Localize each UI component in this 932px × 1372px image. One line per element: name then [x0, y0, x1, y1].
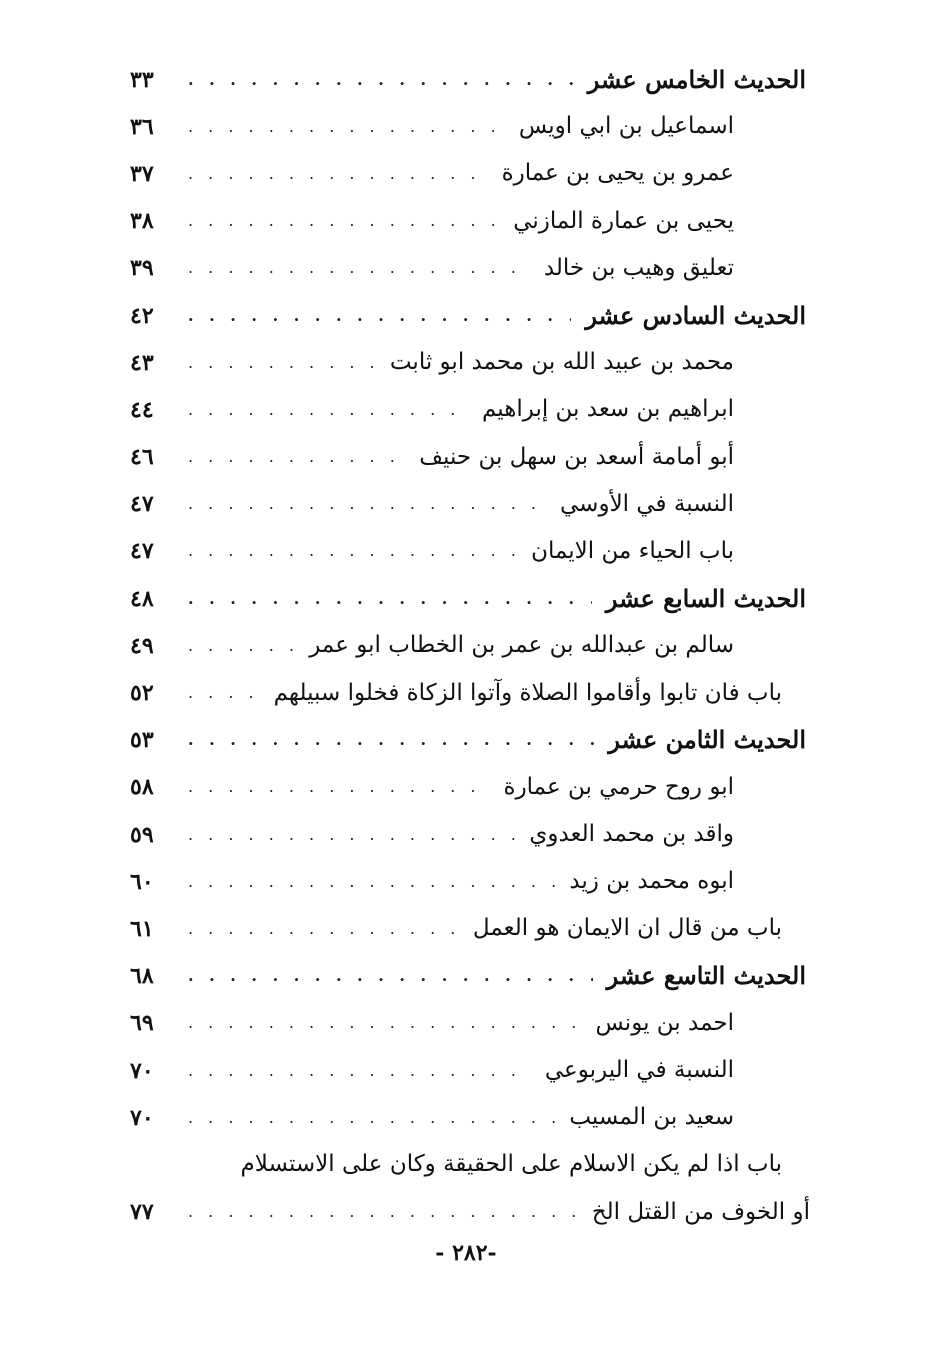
toc-entry-title: واقد بن محمد العدوي	[529, 821, 734, 848]
toc-entry-title: سعيد بن المسيب	[569, 1104, 734, 1131]
dot-leader	[188, 213, 499, 229]
toc-page-number: ٧٠	[130, 1104, 154, 1131]
toc-entry-title: الحديث التاسع عشر	[606, 961, 806, 991]
toc-entry-title: الحديث السادس عشر	[585, 300, 806, 330]
dot-leader	[188, 166, 488, 182]
toc-entry-row	[130, 811, 810, 858]
toc-entry-title: أبو أمامة أسعد بن سهل بن حنيف	[419, 443, 734, 470]
toc-page-number: ٦٩	[130, 1010, 154, 1037]
toc-entry-row	[130, 150, 810, 197]
toc-page-number: ٤٧	[130, 538, 154, 565]
toc-page-number: ٤٨	[130, 585, 154, 612]
toc-heading-row	[130, 717, 810, 764]
toc-entry-title: ابراهيم بن سعد بن إبراهيم	[481, 396, 734, 423]
toc-page-number: ٣٦	[130, 113, 154, 140]
toc-page-number: ٧٧	[130, 1199, 154, 1226]
dot-leader	[188, 496, 546, 512]
toc-entry-row	[130, 481, 810, 528]
toc-page-number: ٣٣	[130, 66, 154, 93]
toc-page-number: ٦١	[130, 915, 154, 942]
dot-leader	[188, 260, 530, 276]
toc-page-number: ٤٩	[130, 632, 154, 659]
dot-leader	[188, 921, 459, 937]
dot-leader	[188, 1015, 581, 1031]
dot-leader	[188, 591, 592, 607]
toc-entry-title: تعليق وهيب بن خالد	[543, 254, 734, 281]
toc-entry-row	[130, 1094, 810, 1141]
dot-leader	[188, 827, 515, 843]
toc-page-number: ٥٨	[130, 774, 154, 801]
toc-page-number: ٤٦	[130, 444, 154, 471]
toc-page-number: ٣٧	[130, 160, 154, 187]
table-of-contents	[130, 56, 810, 1236]
toc-entry-title: أو الخوف من القتل الخ	[591, 1198, 810, 1225]
dot-leader	[188, 72, 574, 88]
toc-page-number: ٤٧	[130, 491, 154, 518]
toc-page-number: ٦٠	[130, 868, 154, 895]
toc-entry-title: سالم بن عبدالله بن عمر بن الخطاب ابو عمر	[309, 632, 734, 659]
toc-heading-row	[130, 575, 810, 622]
toc-entry-row	[130, 905, 810, 952]
toc-entry-title: النسبة في الأوسي	[560, 490, 734, 517]
toc-entry-title: النسبة في اليربوعي	[544, 1057, 734, 1084]
toc-heading-row	[130, 56, 810, 103]
toc-entry-title: الحديث السابع عشر	[605, 583, 806, 613]
toc-entry-title: باب من قال ان الايمان هو العمل	[472, 915, 782, 942]
dot-leader	[188, 732, 594, 748]
toc-entry-title: باب فان تابوا وأقاموا الصلاة وآتوا الزكاة فخلوا سبيلهم	[273, 679, 782, 706]
toc-entry-row	[130, 1000, 810, 1047]
toc-heading-row	[130, 292, 810, 339]
toc-entry-row	[130, 198, 810, 245]
toc-entry-row	[130, 1189, 810, 1236]
toc-page-number: ٣٨	[130, 208, 154, 235]
toc-entry-row	[130, 339, 810, 386]
dot-leader	[188, 1110, 555, 1126]
toc-entry-title: اسماعيل بن ابي اويس	[518, 113, 734, 140]
toc-entry-row	[130, 1047, 810, 1094]
toc-entry-title: يحيى بن عمارة المازني	[513, 207, 734, 234]
toc-entry-row	[130, 764, 810, 811]
toc-entry-row	[130, 669, 810, 716]
dot-leader	[188, 119, 505, 135]
toc-entry-title: محمد بن عبيد الله بن محمد ابو ثابت	[389, 349, 734, 376]
dot-leader	[188, 685, 260, 701]
dot-leader	[188, 1204, 578, 1220]
toc-entry-title: الحديث الخامس عشر	[587, 64, 806, 94]
toc-page-number: ٥٣	[130, 727, 154, 754]
toc-page-number: ٥٩	[130, 821, 154, 848]
toc-entry-title: احمد بن يونس	[595, 1009, 734, 1036]
toc-entry-title: ابوه محمد بن زيد	[569, 868, 734, 895]
dot-leader	[188, 779, 490, 795]
dot-leader	[188, 449, 405, 465]
dot-leader	[188, 543, 517, 559]
toc-page-number: ٤٣	[130, 349, 154, 376]
toc-entry-title: باب الحياء من الايمان	[531, 537, 734, 564]
toc-page-number: ٤٢	[130, 302, 154, 329]
page-number: - ٢٨٢-	[435, 1240, 497, 1266]
toc-entry-row	[130, 434, 810, 481]
dot-leader	[188, 968, 593, 984]
toc-page-number: ٦٨	[130, 963, 154, 990]
toc-page-number: ٧٠	[130, 1057, 154, 1084]
toc-entry-row	[130, 1141, 810, 1188]
toc-entry-row	[130, 103, 810, 150]
toc-entry-row	[130, 386, 810, 433]
toc-entry-title: الحديث الثامن عشر	[608, 725, 806, 755]
dot-leader	[188, 402, 468, 418]
toc-page-number: ٣٩	[130, 255, 154, 282]
toc-entry-row	[130, 528, 810, 575]
toc-entry-row	[130, 245, 810, 292]
toc-entry-title: باب اذا لم يكن الاسلام على الحقيقة وكان على الاستسلام	[240, 1151, 782, 1178]
dot-leader	[188, 638, 295, 654]
toc-page-number: ٥٢	[130, 680, 154, 707]
toc-page-number: ٤٤	[130, 396, 154, 423]
dot-leader	[188, 308, 571, 324]
toc-entry-row	[130, 622, 810, 669]
toc-entry-title: عمرو بن يحيى بن عمارة	[501, 160, 734, 187]
dot-leader	[188, 874, 555, 890]
dot-leader	[188, 1063, 531, 1079]
dot-leader	[188, 355, 376, 371]
toc-entry-title: ابو روح حرمي بن عمارة	[503, 773, 734, 800]
toc-heading-row	[130, 953, 810, 1000]
toc-entry-row	[130, 858, 810, 905]
